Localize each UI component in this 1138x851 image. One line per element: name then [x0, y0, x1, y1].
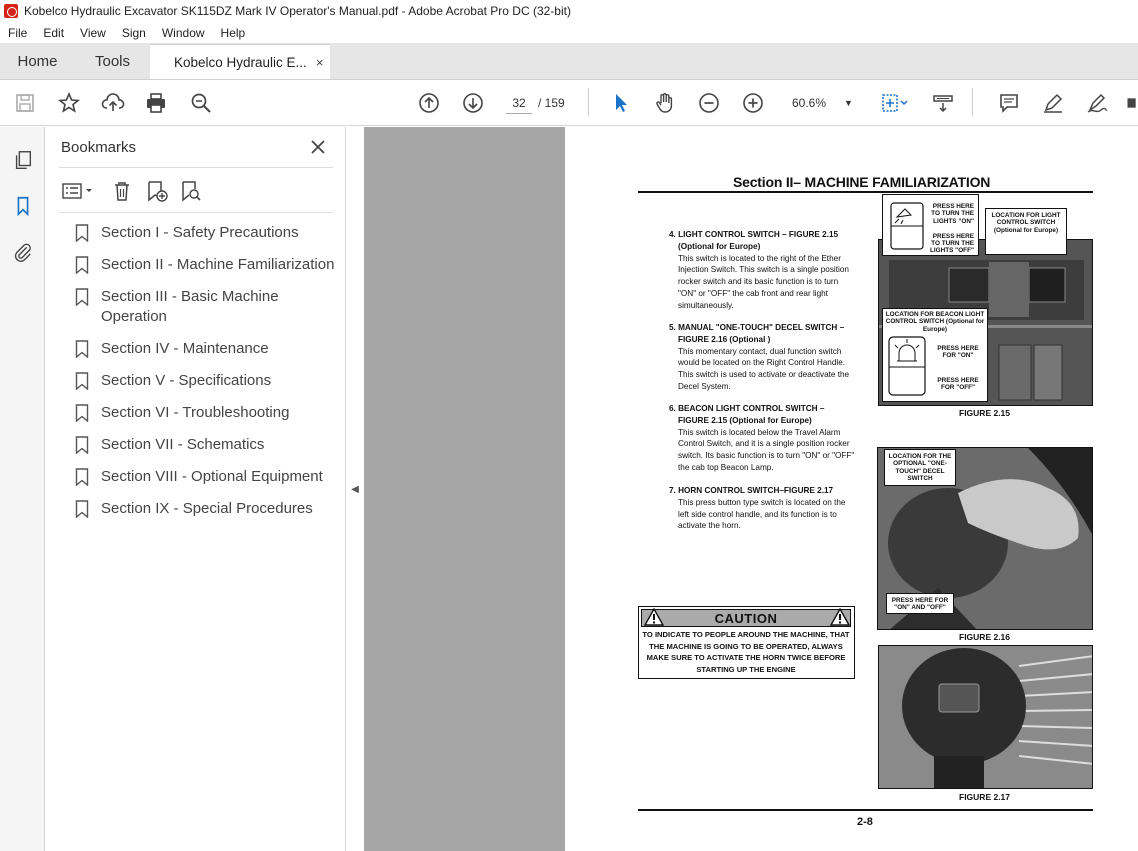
page-number-input[interactable]	[506, 92, 532, 114]
bookmarks-panel	[45, 127, 346, 851]
bookmark-item[interactable]	[75, 255, 345, 275]
highlight-pen-icon[interactable]	[1040, 91, 1066, 115]
caution-header	[641, 609, 851, 627]
tab-close-icon[interactable]: ×	[315, 54, 324, 70]
fill-sign-icon[interactable]	[1084, 91, 1110, 115]
callout-decel-location: LOCATION FOR THE OPTIONAL "ONE-TOUCH" DECEL SWITCH	[884, 449, 956, 486]
bookmark-options-icon[interactable]	[61, 178, 95, 204]
tab-home[interactable]: Home	[17, 52, 58, 70]
caution-label: CAUTION	[714, 610, 778, 626]
bookmarks-panel-icon[interactable]	[10, 193, 36, 219]
figure-2-16-caption: FIGURE 2.16	[959, 632, 1011, 642]
menu-view[interactable]: View	[80, 25, 106, 40]
toolbar-divider	[972, 88, 973, 116]
chevron-left-icon: ◀	[351, 483, 359, 495]
bookmark-item[interactable]	[75, 371, 345, 391]
item-light-control	[669, 229, 857, 312]
section-heading: Section II– MACHINE FAMILIARIZATION	[733, 174, 991, 190]
window-title: Kobelco Hydraulic Excavator SK115DZ Mark IV Operator's Manual.pdf - Adobe Acrobat Pro DC (32-bit)	[24, 4, 571, 18]
scrolling-mode-icon[interactable]	[930, 91, 956, 115]
bookmark-item[interactable]	[75, 287, 345, 327]
warning-icon	[644, 608, 664, 626]
bookmark-icon	[75, 340, 89, 358]
tab-tools[interactable]: Tools	[94, 52, 131, 70]
pdf-page	[565, 127, 1138, 851]
page-thumbnails-icon[interactable]	[10, 147, 36, 173]
item-beacon-switch	[669, 403, 857, 474]
zoom-out-icon[interactable]	[696, 91, 722, 115]
zoom-level-value: 60.6%	[792, 96, 827, 110]
menu-edit[interactable]: Edit	[43, 25, 65, 40]
search-zoom-icon[interactable]	[188, 91, 214, 115]
bookmark-label: Section I - Safety Precautions	[101, 224, 299, 241]
bookmark-item[interactable]	[75, 499, 345, 519]
callout-beacon-on: PRESS HERE FOR "ON"	[937, 345, 979, 360]
bookmark-search-icon[interactable]	[179, 178, 203, 204]
horn-handle-illustration	[879, 646, 1093, 789]
tab-document-label: Kobelco Hydraulic E...	[174, 54, 307, 70]
bookmark-icon	[75, 468, 89, 486]
figure-2-17-photo	[878, 645, 1093, 789]
zoom-level-dropdown[interactable]	[786, 91, 854, 115]
select-cursor-icon[interactable]	[608, 91, 634, 115]
tab-document[interactable]	[150, 44, 330, 79]
chevron-down-icon: ▼	[844, 98, 853, 108]
bookmark-icon	[75, 404, 89, 422]
toolbar-divider	[588, 88, 589, 116]
caution-text: TO INDICATE TO PEOPLE AROUND THE MACHINE, THAT THE MACHINE IS GOING TO BE OPERATED, ALWAYS MAKE SURE TO ACTIVATE THE HORN TWICE BEFORE STARTING UP THE ENGINE	[642, 630, 850, 674]
callout-light-switch	[882, 194, 979, 256]
left-rail	[0, 127, 45, 851]
item-decel-switch	[669, 322, 857, 393]
item-body: This switch is located below the Travel Alarm Control Switch, and it is a single position rocker switch. Its basic function is to turn "ON" or "OFF" the cab top Beacon Lamp.	[678, 427, 855, 472]
panel-collapse-handle[interactable]	[346, 127, 364, 851]
bookmark-item[interactable]	[75, 435, 345, 455]
hand-tool-icon[interactable]	[652, 91, 678, 115]
callout-press-off: PRESS HERE TO TURN THE LIGHTS "OFF"	[929, 232, 974, 255]
rocker-switch-icon	[889, 201, 925, 251]
delete-bookmark-icon[interactable]	[111, 178, 133, 204]
acrobat-logo-icon	[4, 4, 18, 18]
page-total: / 159	[538, 96, 565, 110]
caution-box	[638, 606, 855, 679]
more-tools-icon[interactable]	[1124, 91, 1138, 115]
bookmarks-toolbar	[59, 167, 333, 213]
bookmark-label: Section VIII - Optional Equipment	[101, 468, 323, 485]
item-heading: 6. BEACON LIGHT CONTROL SWITCH –	[669, 404, 825, 413]
bookmark-icon	[75, 224, 89, 242]
bookmark-label: Section III - Basic Machine Operation	[101, 288, 279, 325]
star-icon[interactable]	[56, 91, 82, 115]
callout-location-beacon: LOCATION FOR BEACON LIGHT CONTROL SWITCH (Optional for Europe)	[885, 311, 985, 333]
bookmarks-title: Bookmarks	[61, 139, 137, 156]
bookmark-icon	[75, 436, 89, 454]
bookmark-item[interactable]	[75, 223, 345, 243]
figure-2-17-caption: FIGURE 2.17	[959, 792, 1011, 802]
bookmark-icon	[75, 256, 89, 274]
bookmark-label: Section V - Specifications	[101, 372, 272, 389]
item-subheading: (Optional for Europe)	[678, 241, 761, 251]
menu-help[interactable]: Help	[220, 25, 246, 40]
bookmark-icon	[75, 372, 89, 390]
item-heading: 5. MANUAL "ONE-TOUCH" DECEL SWITCH –	[669, 323, 845, 332]
menu-file[interactable]: File	[8, 25, 28, 40]
fit-page-icon[interactable]	[876, 91, 912, 115]
save-icon[interactable]	[12, 91, 38, 115]
figure-2-15-caption: FIGURE 2.15	[959, 408, 1011, 418]
item-body: This momentary contact, dual function switch would be located on the Right Control Handle. This switch is used to activate or deactivate the Decel System.	[678, 346, 850, 391]
bookmark-label: Section VI - Troubleshooting	[101, 404, 290, 421]
menu-sign[interactable]: Sign	[121, 25, 146, 40]
page-number: 2-8	[857, 816, 873, 828]
document-viewer[interactable]	[364, 127, 1138, 851]
header-rule	[638, 191, 1093, 193]
callout-beacon-off: PRESS HERE FOR "OFF"	[937, 377, 979, 392]
beacon-switch-icon	[887, 335, 927, 397]
item-subheading: FIGURE 2.15 (Optional for Europe)	[678, 415, 812, 425]
bookmark-label: Section IV - Maintenance	[101, 340, 269, 357]
footer-rule	[638, 809, 1093, 811]
comment-icon[interactable]	[996, 91, 1022, 115]
item-body: This switch is located to the right of the Ether Injection Switch. This switch is a single position rocker switch and its basic function is to turn "ON" or "OFF" the cab front and rear light simultaneously.	[678, 253, 849, 310]
menu-bar	[0, 22, 1138, 43]
print-icon[interactable]	[143, 91, 169, 115]
bookmark-icon	[75, 288, 89, 306]
bookmark-item[interactable]	[75, 467, 345, 487]
menu-window[interactable]: Window	[161, 25, 205, 40]
callout-decel-press: PRESS HERE FOR "ON" AND "OFF"	[886, 593, 954, 614]
next-page-icon[interactable]	[460, 91, 486, 115]
bookmark-item[interactable]	[75, 403, 345, 423]
bookmark-label: Section II - Machine Familiarization	[101, 256, 335, 273]
bookmark-label: Section IX - Special Procedures	[101, 500, 313, 517]
item-heading: 4. LIGHT CONTROL SWITCH – FIGURE 2.15	[669, 230, 839, 239]
close-icon[interactable]	[308, 137, 328, 157]
callout-beacon-switch	[882, 308, 988, 402]
callout-location-light: LOCATION FOR LIGHT CONTROL SWITCH (Optional for Europe)	[985, 208, 1067, 255]
new-bookmark-icon[interactable]	[145, 178, 169, 204]
bookmark-item[interactable]	[75, 339, 345, 359]
window-titlebar	[0, 0, 1138, 22]
bookmark-list	[75, 223, 345, 531]
zoom-in-icon[interactable]	[740, 91, 766, 115]
bookmark-label: Section VII - Schematics	[101, 436, 265, 453]
warning-icon	[830, 608, 850, 626]
previous-page-icon[interactable]	[416, 91, 442, 115]
item-subheading: FIGURE 2.16 (Optional )	[678, 334, 771, 344]
main-toolbar	[0, 80, 1138, 126]
cloud-upload-icon[interactable]	[100, 91, 126, 115]
tab-bar	[0, 43, 1138, 80]
item-body: This press button type switch is located on the left side control handle, and its function is to activate the horn.	[678, 497, 846, 531]
callout-press-on: PRESS HERE TO TURN THE LIGHTS "ON"	[931, 203, 974, 225]
item-horn-switch	[669, 485, 857, 532]
item-heading: 7. HORN CONTROL SWITCH–FIGURE 2.17	[669, 486, 834, 495]
attachments-icon[interactable]	[10, 239, 36, 265]
bookmark-icon	[75, 500, 89, 518]
